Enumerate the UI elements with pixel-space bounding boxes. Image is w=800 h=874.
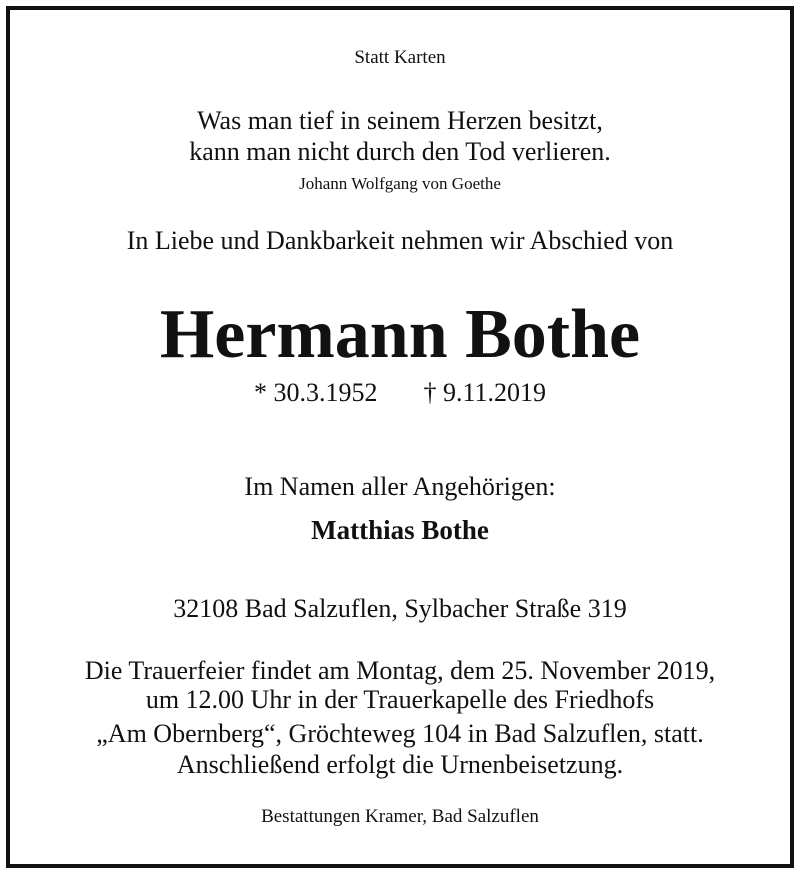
deceased-name: Hermann Bothe: [159, 296, 641, 373]
quote-line-1: Was man tief in seinem Herzen besitzt,: [197, 106, 603, 135]
life-dates: [0, 378, 800, 408]
quote-line-2: kann man nicht durch den Tod verlieren.: [189, 137, 611, 166]
service-line-3: „Am Obernberg“, Gröchteweg 104 in Bad Salzuflen, statt.: [96, 719, 704, 748]
family-intro: Im Namen aller Angehörigen:: [244, 472, 556, 501]
service-line-1: Die Trauerfeier findet am Montag, dem 25. November 2019,: [84, 656, 716, 685]
farewell-intro: In Liebe und Dankbarkeit nehmen wir Abschied von: [126, 226, 674, 255]
death-date: † 9.11.2019: [423, 378, 547, 407]
service-line-2: um 12.00 Uhr in der Trauerkapelle des Friedhofs: [145, 685, 655, 714]
undertaker: Bestattungen Kramer, Bad Salzuflen: [261, 806, 539, 827]
birth-date: * 30.3.1952: [253, 378, 378, 407]
family-name: Matthias Bothe: [311, 515, 489, 545]
service-line-4: Anschließend erfolgt die Urnenbeisetzung.: [176, 750, 624, 779]
quote-author: Johann Wolfgang von Goethe: [299, 174, 501, 193]
notice-header: Statt Karten: [354, 47, 446, 68]
family-address: 32108 Bad Salzuflen, Sylbacher Straße 319: [173, 594, 627, 623]
